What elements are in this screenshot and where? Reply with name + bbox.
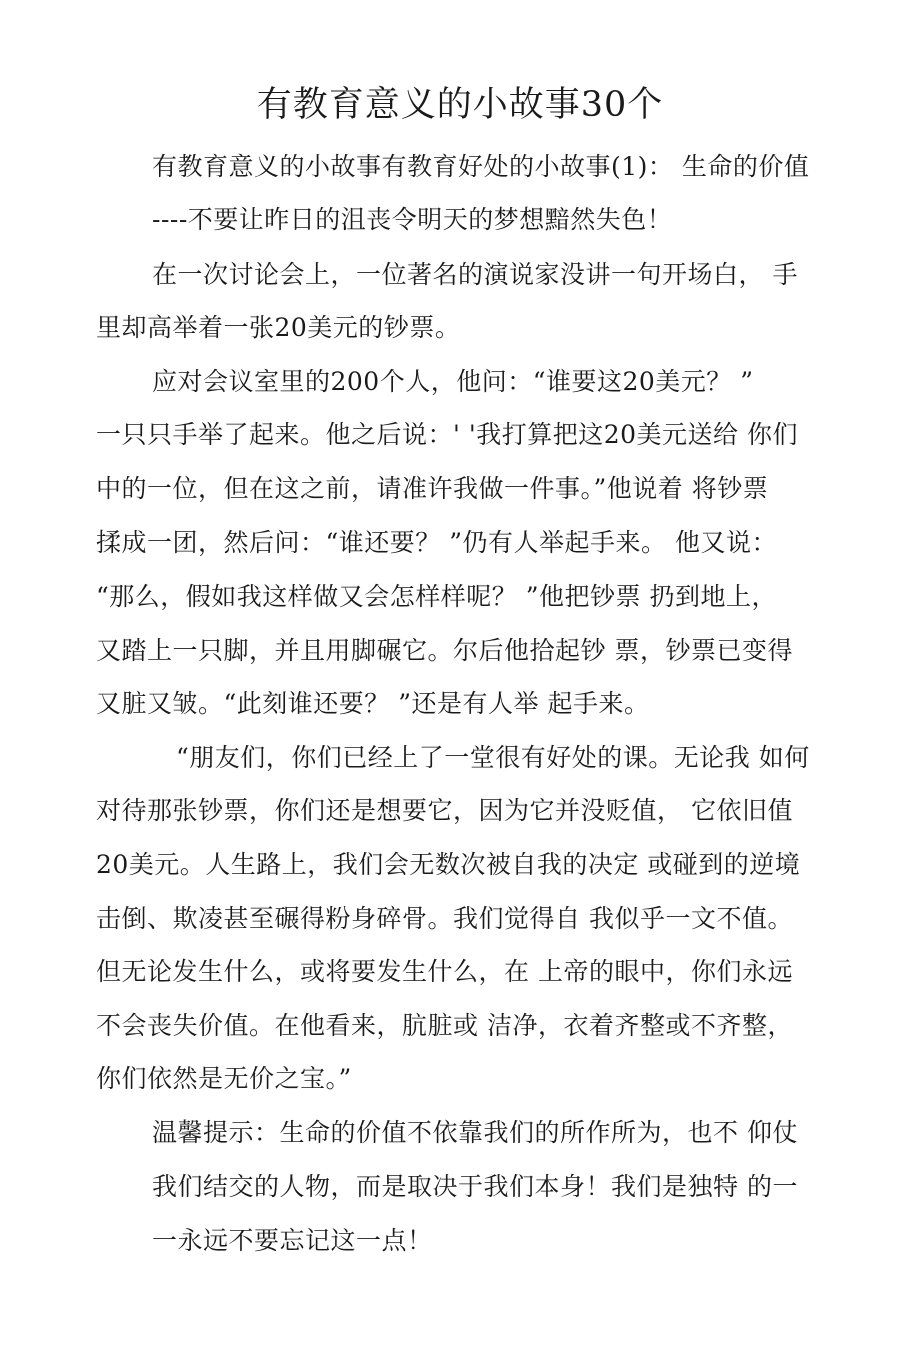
text-line: 中的一位，但在这之前，请准许我做一件事。”他说着 将钞票: [96, 474, 769, 503]
text-line: 击倒、欺凌甚至碾得粉身碎骨。我们觉得自 我似乎一文不值。: [96, 904, 793, 933]
text-line: 应对会议室里的200个人，他问：“谁要这20美元？ ”: [152, 367, 754, 396]
text-line: 温馨提示：生命的价值不依靠我们的所作所为，也不 仰仗: [152, 1118, 798, 1147]
text-line: 里却高举着一张20美元的钞票。: [96, 313, 461, 342]
text-line: ----不要让昨日的沮丧令明天的梦想黯然失色！: [152, 205, 673, 234]
text-line: 20美元。人生路上，我们会无数次被自我的决定 或碰到的逆境: [96, 850, 801, 879]
text-line: 我们结交的人物，而是取决于我们本身！我们是独特 的一: [152, 1172, 798, 1201]
document-title: 有教育意义的小故事30个: [256, 85, 664, 125]
text-line: “朋友们，你们已经上了一堂很有好处的课。无论我 如何: [176, 743, 810, 772]
text-line: 一只只手举了起来。他之后说：' '我打算把这20美元送给 你们: [96, 420, 798, 449]
text-line: 揉成一团，然后问：“谁还要？ ”仍有人举起手来。 他又说：: [96, 528, 777, 557]
text-line: 但无论发生什么，或将要发生什么，在 上帝的眼中，你们永远: [96, 957, 793, 986]
text-line: 有教育意义的小故事有教育好处的小故事(1)： 生命的价值: [152, 152, 810, 181]
text-line: 对待那张钞票，你们还是想要它，因为它并没贬值， 它依旧值: [96, 796, 793, 825]
text-line: 在一次讨论会上，一位著名的演说家没讲一句开场白， 手: [152, 260, 798, 289]
text-line: 你们依然是无价之宝。”: [96, 1064, 352, 1093]
text-line: 一永远不要忘记这一点！: [152, 1226, 433, 1255]
text-line: 又踏上一只脚，并且用脚碾它。尔后他拾起钞 票，钞票已变得: [96, 636, 793, 665]
text-line: 不会丧失价值。在他看来，肮脏或 洁净，衣着齐整或不齐整，: [96, 1011, 793, 1040]
text-line: 又脏又皱。“此刻谁还要？ ”还是有人举 起手来。: [96, 689, 650, 718]
text-line: “那么，假如我这样做又会怎样样呢？ ”他把钞票 扔到地上，: [96, 582, 777, 611]
